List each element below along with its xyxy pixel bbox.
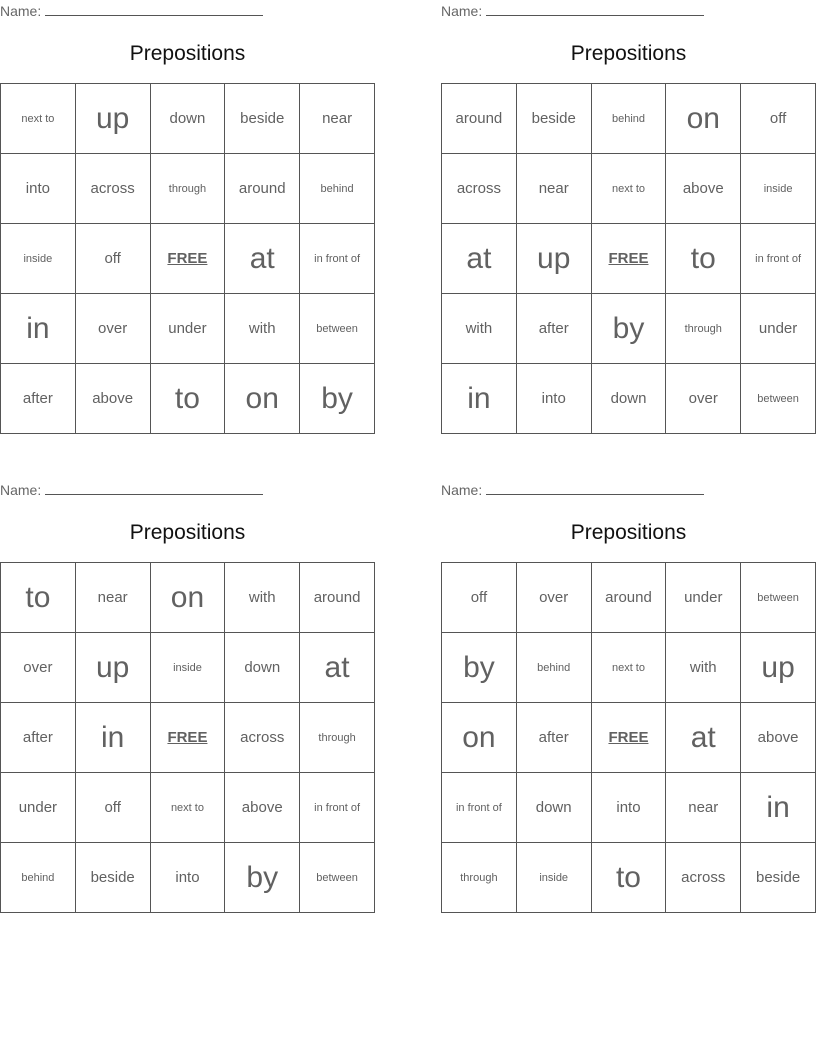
word-cell: through <box>442 843 517 913</box>
grid-row <box>1 843 375 913</box>
word-cell: down <box>150 84 225 154</box>
grid-row <box>442 843 816 913</box>
name-line <box>0 481 263 498</box>
word-cell: in front of <box>300 224 375 294</box>
word-cell: near <box>516 154 591 224</box>
free-space-cell: FREE <box>150 224 225 294</box>
name-label: Name: <box>0 482 42 498</box>
word-cell: with <box>442 294 517 364</box>
word-cell: beside <box>75 843 150 913</box>
grid-row <box>442 563 816 633</box>
grid-row <box>1 563 375 633</box>
name-label: Name: <box>441 482 483 498</box>
word-cell: near <box>300 84 375 154</box>
word-cell: down <box>225 633 300 703</box>
word-cell: into <box>1 154 76 224</box>
grid-row <box>1 84 375 154</box>
word-cell: to <box>1 563 76 633</box>
word-cell: around <box>591 563 666 633</box>
word-cell: between <box>300 294 375 364</box>
word-cell: under <box>741 294 816 364</box>
word-cell: over <box>1 633 76 703</box>
word-cell: at <box>300 633 375 703</box>
word-cell: next to <box>591 154 666 224</box>
free-space-cell: FREE <box>150 703 225 773</box>
name-label: Name: <box>441 3 483 19</box>
name-line <box>0 2 263 19</box>
word-cell: around <box>442 84 517 154</box>
word-cell: beside <box>516 84 591 154</box>
word-cell: on <box>666 84 741 154</box>
word-cell: inside <box>516 843 591 913</box>
word-cell: off <box>442 563 517 633</box>
word-cell: between <box>741 563 816 633</box>
word-cell: between <box>741 364 816 434</box>
grid-row <box>442 773 816 843</box>
word-cell: in front of <box>300 773 375 843</box>
word-cell: to <box>150 364 225 434</box>
word-cell: at <box>225 224 300 294</box>
word-cell: off <box>75 224 150 294</box>
word-cell: inside <box>150 633 225 703</box>
word-cell: into <box>591 773 666 843</box>
word-cell: over <box>516 563 591 633</box>
word-cell: inside <box>1 224 76 294</box>
word-cell: by <box>442 633 517 703</box>
word-cell: after <box>1 703 76 773</box>
word-cell: into <box>516 364 591 434</box>
word-cell: after <box>516 703 591 773</box>
word-cell: behind <box>516 633 591 703</box>
word-cell: in front of <box>442 773 517 843</box>
word-cell: behind <box>300 154 375 224</box>
word-cell: with <box>225 294 300 364</box>
card-title: Prepositions <box>129 521 246 544</box>
grid-row <box>1 364 375 434</box>
word-cell: through <box>300 703 375 773</box>
bingo-grid <box>441 562 816 913</box>
word-cell: next to <box>591 633 666 703</box>
word-cell: after <box>1 364 76 434</box>
grid-row <box>442 154 816 224</box>
word-cell: between <box>300 843 375 913</box>
word-cell: above <box>225 773 300 843</box>
bingo-card-1 <box>0 0 375 430</box>
grid-row <box>442 84 816 154</box>
word-cell: over <box>75 294 150 364</box>
word-cell: near <box>666 773 741 843</box>
grid-row <box>1 294 375 364</box>
word-cell: into <box>150 843 225 913</box>
word-cell: in <box>741 773 816 843</box>
word-cell: by <box>225 843 300 913</box>
word-cell: down <box>591 364 666 434</box>
word-cell: across <box>666 843 741 913</box>
grid-row <box>1 154 375 224</box>
word-cell: by <box>591 294 666 364</box>
word-cell: around <box>225 154 300 224</box>
grid-row <box>442 633 816 703</box>
word-cell: above <box>741 703 816 773</box>
name-blank[interactable] <box>45 2 263 16</box>
word-cell: at <box>666 703 741 773</box>
free-space-cell: FREE <box>591 224 666 294</box>
word-cell: in <box>442 364 517 434</box>
word-cell: over <box>666 364 741 434</box>
word-cell: with <box>666 633 741 703</box>
word-cell: through <box>150 154 225 224</box>
word-cell: in <box>1 294 76 364</box>
word-cell: on <box>442 703 517 773</box>
word-cell: across <box>225 703 300 773</box>
word-cell: by <box>300 364 375 434</box>
word-cell: next to <box>1 84 76 154</box>
word-cell: at <box>442 224 517 294</box>
word-cell: above <box>75 364 150 434</box>
word-cell: under <box>1 773 76 843</box>
word-cell: to <box>591 843 666 913</box>
grid-row <box>442 703 816 773</box>
word-cell: off <box>75 773 150 843</box>
name-line <box>441 2 704 19</box>
name-label: Name: <box>0 3 42 19</box>
word-cell: through <box>666 294 741 364</box>
bingo-card-2 <box>441 0 816 430</box>
grid-row <box>1 773 375 843</box>
card-title: Prepositions <box>570 521 687 544</box>
word-cell: under <box>666 563 741 633</box>
name-blank[interactable] <box>486 481 704 495</box>
name-blank[interactable] <box>486 2 704 16</box>
name-line <box>441 481 704 498</box>
grid-row <box>442 224 816 294</box>
grid-row <box>442 294 816 364</box>
word-cell: up <box>75 633 150 703</box>
word-cell: near <box>75 563 150 633</box>
grid-row <box>442 364 816 434</box>
word-cell: across <box>75 154 150 224</box>
grid-row <box>1 633 375 703</box>
word-cell: up <box>516 224 591 294</box>
word-cell: under <box>150 294 225 364</box>
bingo-card-4 <box>441 479 816 909</box>
word-cell: across <box>442 154 517 224</box>
grid-row <box>1 224 375 294</box>
word-cell: on <box>225 364 300 434</box>
word-cell: behind <box>1 843 76 913</box>
name-blank[interactable] <box>45 481 263 495</box>
word-cell: in front of <box>741 224 816 294</box>
word-cell: to <box>666 224 741 294</box>
bingo-card-3 <box>0 479 375 909</box>
word-cell: inside <box>741 154 816 224</box>
word-cell: above <box>666 154 741 224</box>
bingo-grid <box>0 562 375 913</box>
free-space-cell: FREE <box>591 703 666 773</box>
word-cell: beside <box>225 84 300 154</box>
card-title: Prepositions <box>129 42 246 65</box>
word-cell: in <box>75 703 150 773</box>
word-cell: around <box>300 563 375 633</box>
word-cell: after <box>516 294 591 364</box>
word-cell: up <box>741 633 816 703</box>
word-cell: with <box>225 563 300 633</box>
word-cell: up <box>75 84 150 154</box>
bingo-grid <box>441 83 816 434</box>
word-cell: off <box>741 84 816 154</box>
word-cell: behind <box>591 84 666 154</box>
word-cell: down <box>516 773 591 843</box>
word-cell: on <box>150 563 225 633</box>
word-cell: next to <box>150 773 225 843</box>
card-title: Prepositions <box>570 42 687 65</box>
grid-row <box>1 703 375 773</box>
word-cell: beside <box>741 843 816 913</box>
bingo-grid <box>0 83 375 434</box>
